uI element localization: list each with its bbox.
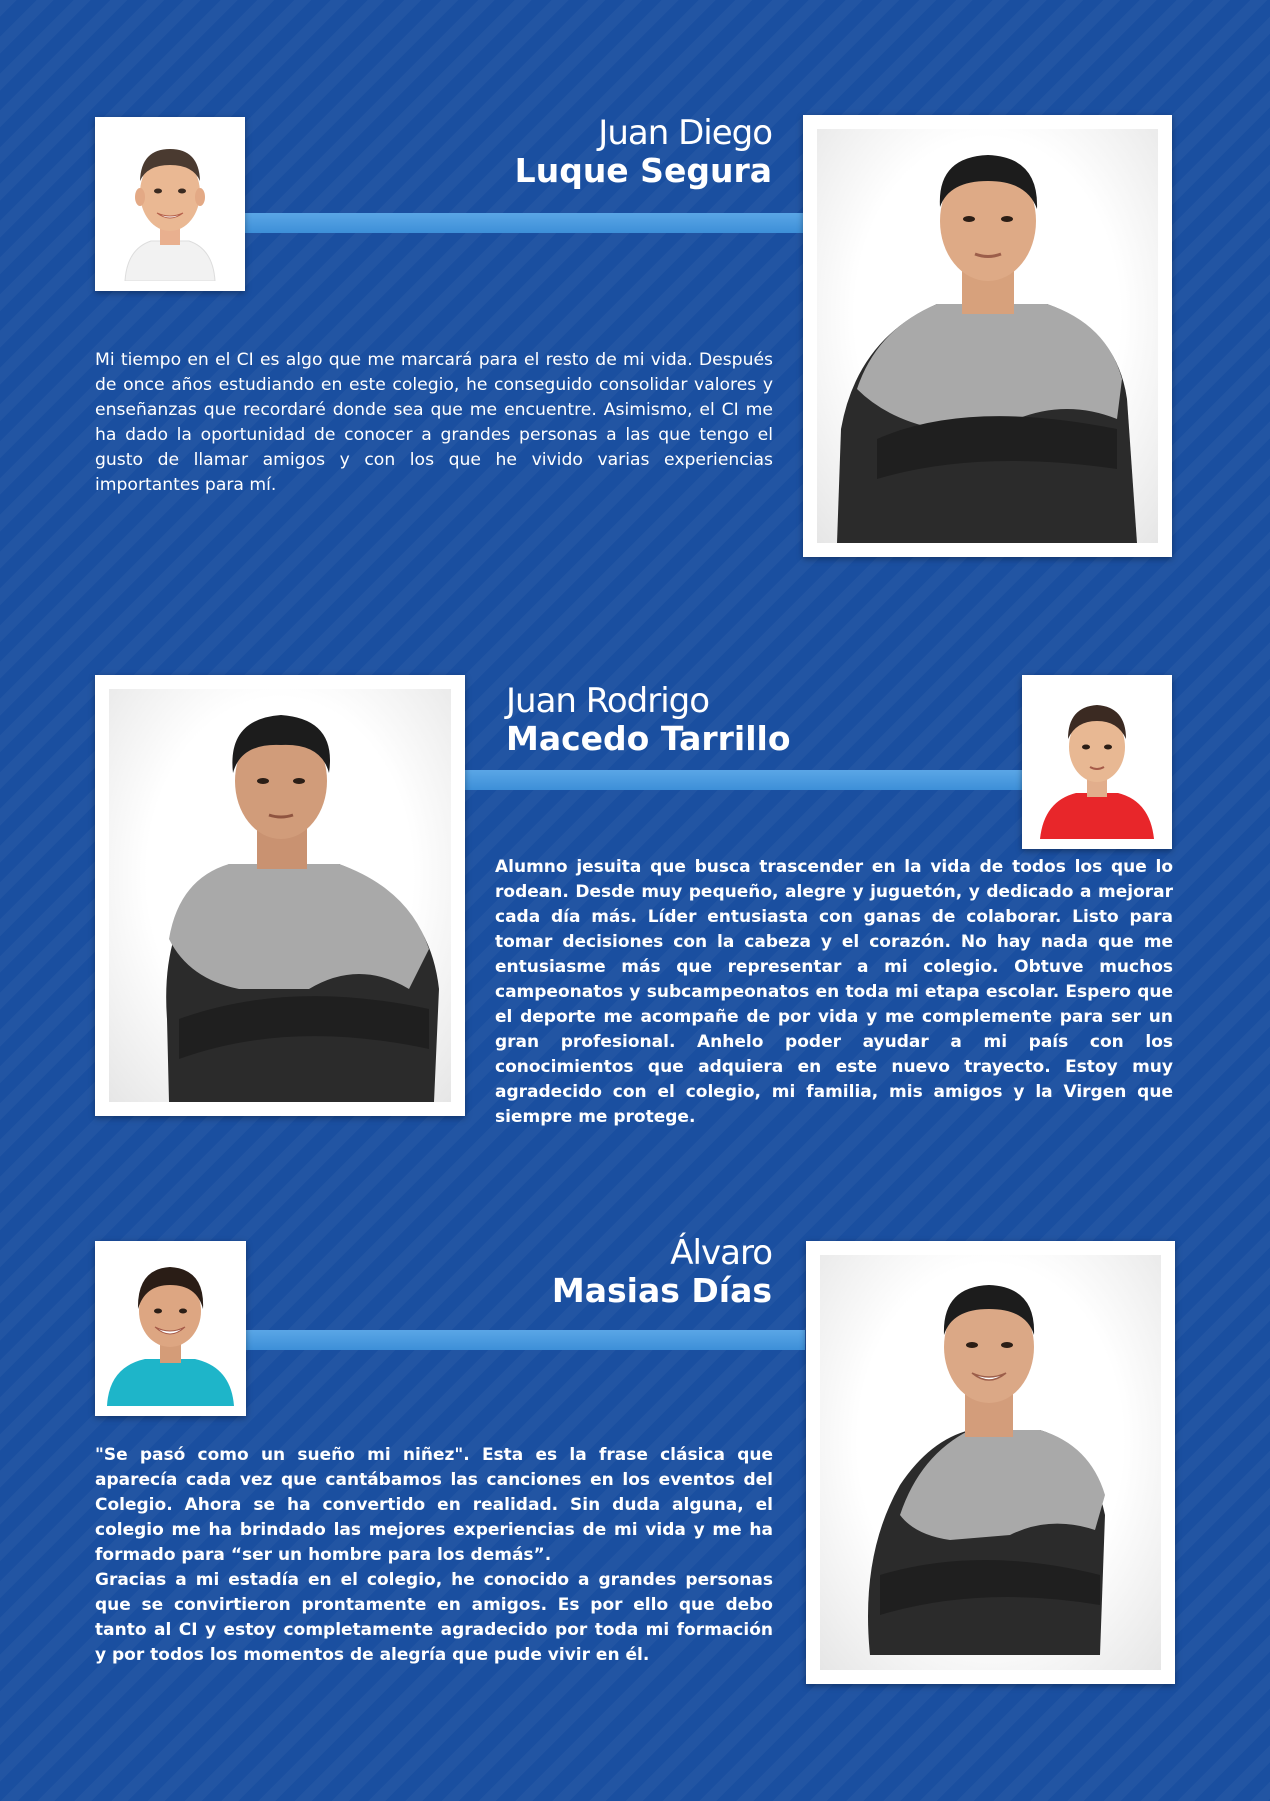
senior-photo [817,129,1158,543]
student-first-name: Juan Diego [598,113,772,153]
child-photo-frame [1022,675,1172,849]
child-photo [105,127,235,281]
testimonial-paragraph: Alumno jesuita que busca trascender en la vida de todos los que lo rodean. Desde muy pequeño, alegre y juguetón, y dedicado a mejorar cada día más. Líder entusiasta con ganas de colaborar. Listo para tomar decisiones con la cabeza y el corazón. No hay nada que me entusiasme más que representar a mi colegio. Obtuve muchos campeonatos y subcampeonatos en toda mi etapa escolar. Espero que el deporte me acompañe de por vida y me complemente para ser un gran profesional. Anhelo poder ayudar a mi país con los conocimientos que adquiera en este nuevo trayecto. Estoy muy agradecido con el colegio, mi familia, mis amigos y la Virgen que siempre me protege. [495,857,1173,1127]
senior-photo [820,1255,1161,1670]
senior-photo [109,689,451,1102]
child-photo [105,1251,236,1406]
student-first-name: Álvaro [670,1233,772,1273]
name-bar [240,1330,805,1350]
student-name [551,1233,772,1310]
child-photo-frame [95,1241,246,1416]
child-photo [1032,685,1162,839]
student-name [506,681,791,758]
testimonial-paragraph: "Se pasó como un sueño mi niñez". Esta es la frase clásica que aparecía cada vez que cantábamos las canciones en los eventos del Colegio. Ahora se ha convertido en realidad. Sin duda alguna, el colegio me ha brindado las mejores experiencias de mi vida y me ha formado para “ser un hombre para los demás”. [95,1445,773,1565]
student-name [514,113,772,190]
student-testimonial [95,348,773,498]
student-last-name: Luque Segura [514,151,772,190]
student-testimonial [95,1443,773,1668]
student-last-name: Masias Días [551,1271,772,1310]
child-photo-frame [95,117,245,291]
name-bar [240,213,805,233]
student-last-name: Macedo Tarrillo [506,719,791,758]
senior-photo-frame [803,115,1172,557]
student-first-name: Juan Rodrigo [506,681,710,721]
student-testimonial [495,855,1173,1130]
testimonial-paragraph: Gracias a mi estadía en el colegio, he conocido a grandes personas que se convirtieron prontamente en amigos. Es por ello que debo tanto al CI y estoy completamente agradecido por toda mi formación y por todos los momentos de alegría que pude vivir en él. [95,1570,773,1665]
senior-photo-frame [806,1241,1175,1684]
name-bar [462,770,1024,790]
senior-photo-frame [95,675,465,1116]
testimonial-paragraph: Mi tiempo en el CI es algo que me marcará para el resto de mi vida. Después de once años estudiando en este colegio, he conseguido consolidar valores y enseñanzas que recordaré donde sea que me encuentre. Asimismo, el CI me ha dado la oportunidad de conocer a grandes personas a las que tengo el gusto de llamar amigos y con los que he vivido varias experiencias importantes para mí. [95,350,773,495]
